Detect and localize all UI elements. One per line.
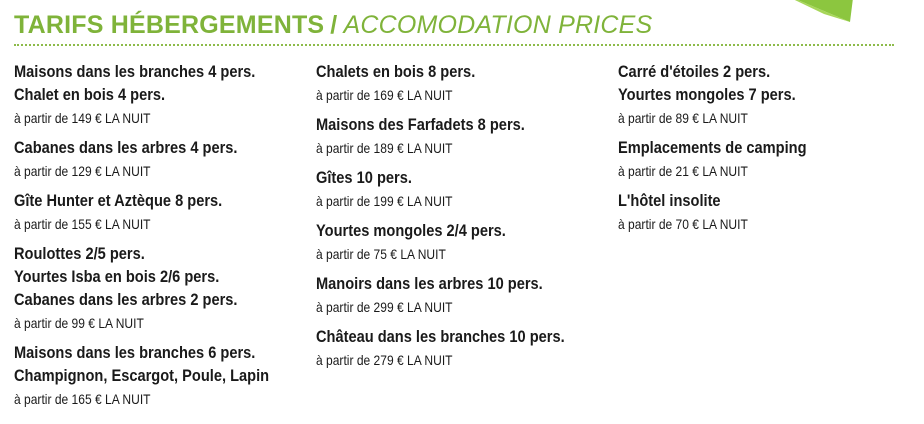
- accommodation-name: Cabanes dans les arbres 4 pers.: [14, 138, 238, 157]
- accommodation-entry: [316, 113, 616, 160]
- price-column-3: [618, 60, 918, 242]
- accommodation-name: Gîte Hunter et Aztèque 8 pers.: [14, 191, 223, 210]
- accommodation-entry: [14, 60, 314, 130]
- accommodation-entry: [14, 136, 314, 183]
- accommodation-price: à partir de 165 € LA NUIT: [14, 391, 151, 407]
- accommodation-name: Champignon, Escargot, Poule, Lapin: [14, 366, 270, 385]
- accommodation-price: à partir de 279 € LA NUIT: [316, 352, 453, 368]
- page-header: [14, 10, 652, 40]
- accommodation-name: Manoirs dans les arbres 10 pers.: [316, 274, 543, 293]
- accommodation-price: à partir de 21 € LA NUIT: [618, 163, 748, 179]
- title-english: ACCOMODATION PRICES: [343, 11, 653, 39]
- accommodation-price: à partir de 299 € LA NUIT: [316, 299, 453, 315]
- accommodation-price: à partir de 155 € LA NUIT: [14, 216, 151, 232]
- accommodation-name: Emplacements de camping: [618, 138, 807, 157]
- accommodation-price: à partir de 199 € LA NUIT: [316, 193, 453, 209]
- accommodation-price: à partir de 70 € LA NUIT: [618, 216, 748, 232]
- accommodation-entry: [618, 60, 918, 130]
- accommodation-name: L'hôtel insolite: [618, 191, 721, 210]
- accommodation-name: Roulottes 2/5 pers.: [14, 244, 145, 263]
- accommodation-entry: [316, 325, 616, 372]
- accommodation-entry: [618, 136, 918, 183]
- accommodation-entry: [618, 189, 918, 236]
- title-separator: /: [330, 11, 338, 39]
- accommodation-name: Maisons dans les branches 4 pers.: [14, 62, 256, 81]
- accommodation-name: Chalet en bois 4 pers.: [14, 85, 166, 104]
- accommodation-name: Carré d'étoiles 2 pers.: [618, 62, 771, 81]
- accommodation-entry: [316, 272, 616, 319]
- accommodation-name: Château dans les branches 10 pers.: [316, 327, 565, 346]
- accommodation-name: Cabanes dans les arbres 2 pers.: [14, 290, 238, 309]
- accommodation-price: à partir de 99 € LA NUIT: [14, 315, 144, 331]
- corner-triangle-decoration: [774, 0, 854, 24]
- accommodation-name: Gîtes 10 pers.: [316, 168, 412, 187]
- accommodation-price: à partir de 149 € LA NUIT: [14, 110, 151, 126]
- accommodation-entry: [14, 242, 314, 335]
- accommodation-price: à partir de 75 € LA NUIT: [316, 246, 446, 262]
- accommodation-price: à partir de 169 € LA NUIT: [316, 87, 453, 103]
- accommodation-entry: [14, 189, 314, 236]
- accommodation-name: Yourtes mongoles 2/4 pers.: [316, 221, 506, 240]
- accommodation-price: à partir de 189 € LA NUIT: [316, 140, 453, 156]
- accommodation-name: Chalets en bois 8 pers.: [316, 62, 476, 81]
- accommodation-name: Yourtes mongoles 7 pers.: [618, 85, 796, 104]
- accommodation-name: Maisons dans les branches 6 pers.: [14, 343, 256, 362]
- accommodation-price: à partir de 129 € LA NUIT: [14, 163, 151, 179]
- accommodation-entry: [316, 60, 616, 107]
- price-column-1: [14, 60, 314, 417]
- accommodation-name: Yourtes Isba en bois 2/6 pers.: [14, 267, 220, 286]
- title-french: TARIFS HÉBERGEMENTS: [14, 11, 325, 39]
- accommodation-entry: [14, 341, 314, 411]
- accommodation-name: Maisons des Farfadets 8 pers.: [316, 115, 525, 134]
- accommodation-entry: [316, 166, 616, 213]
- accommodation-price: à partir de 89 € LA NUIT: [618, 110, 748, 126]
- accommodation-entry: [316, 219, 616, 266]
- price-column-2: [316, 60, 616, 378]
- header-divider: [14, 44, 894, 46]
